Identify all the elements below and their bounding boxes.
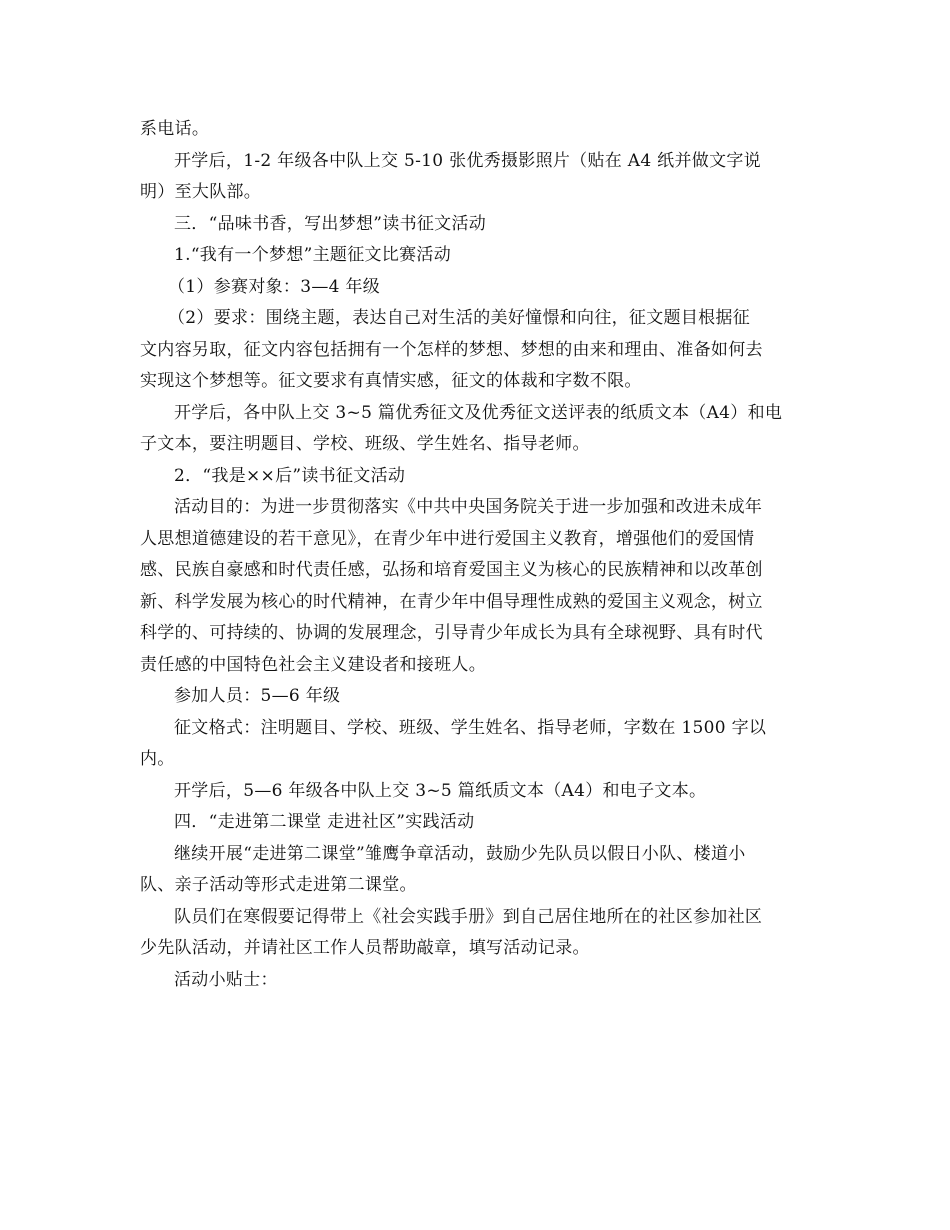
text-line: （1）参赛对象：3—4 年级 (168, 276, 381, 297)
text-line: 子文本，要注明题目、学校、班级、学生姓名、指导老师。 (140, 434, 590, 454)
text-line: （2）要求：围绕主题，表达自己对生活的美好憧憬和向往，征文题目根据征 (168, 308, 751, 328)
text-line: 开学后，5—6 年级各中队上交 3~5 篇纸质文本（A4）和电子文本。 (174, 780, 707, 801)
section-heading: 三．“品味书香，写出梦想”读书征文活动 (174, 213, 487, 234)
text-line: 队员们在寒假要记得带上《社会实践手册》到自己居住地所在的社区参加社区 (174, 906, 763, 927)
text-line: 开学后，各中队上交 3~5 篇优秀征文及优秀征文送评表的纸质文本（A4）和电 (174, 402, 783, 423)
text-line: 少先队活动，并请社区工作人员帮助敲章，填写活动记录。 (140, 938, 590, 958)
text-line: 系电话。 (140, 119, 210, 139)
section-heading: 四．“走进第二课堂 走进社区”实践活动 (174, 812, 475, 832)
text-line: 继续开展“走进第二课堂”雏鹰争章活动，鼓励少先队员以假日小队、楼道小 (174, 843, 746, 864)
text-line: 明）至大队部。 (140, 182, 262, 202)
text-line: 参加人员：5—6 年级 (174, 686, 341, 706)
text-line: 开学后，1-2 年级各中队上交 5-10 张优秀摄影照片（贴在 A4 纸并做文字说 (174, 150, 761, 171)
text-line: 征文格式：注明题目、学校、班级、学生姓名、指导老师，字数在 1500 字以 (174, 717, 767, 738)
text-line: 新、科学发展为核心的时代精神，在青少年中倡导理性成熟的爱国主义观念，树立 (140, 591, 763, 612)
text-line: 人思想道德建设的若干意见》，在青少年中进行爱国主义教育，增强他们的爱国情 (140, 528, 755, 549)
text-line: 实现这个梦想等。征文要求有真情实感，征文的体裁和字数不限。 (140, 371, 642, 391)
text-line: 科学的、可持续的、协调的发展理念，引导青少年成长为具有全球视野、具有时代 (140, 623, 763, 643)
subsection-heading: 2．“我是××后”读书征文活动 (174, 465, 406, 486)
text-line: 队、亲子活动等形式走进第二课堂。 (140, 875, 417, 895)
text-line: 文内容另取，征文内容包括拥有一个怎样的梦想、梦想的由来和理由、准备如何去 (140, 339, 763, 360)
document-page (140, 114, 814, 996)
text-line: 感、民族自豪感和时代责任感，弘扬和培育爱国主义为核心的民族精神和以改革创 (140, 560, 763, 580)
text-line: 活动小贴士： (174, 969, 278, 990)
text-line: 内。 (140, 749, 175, 769)
text-line: 责任感的中国特色社会主义建设者和接班人。 (140, 654, 486, 675)
text-line: 活动目的：为进一步贯彻落实《中共中央国务院关于进一步加强和改进未成年 (174, 497, 763, 517)
subsection-heading: 1.“我有一个梦想”主题征文比赛活动 (174, 245, 452, 265)
